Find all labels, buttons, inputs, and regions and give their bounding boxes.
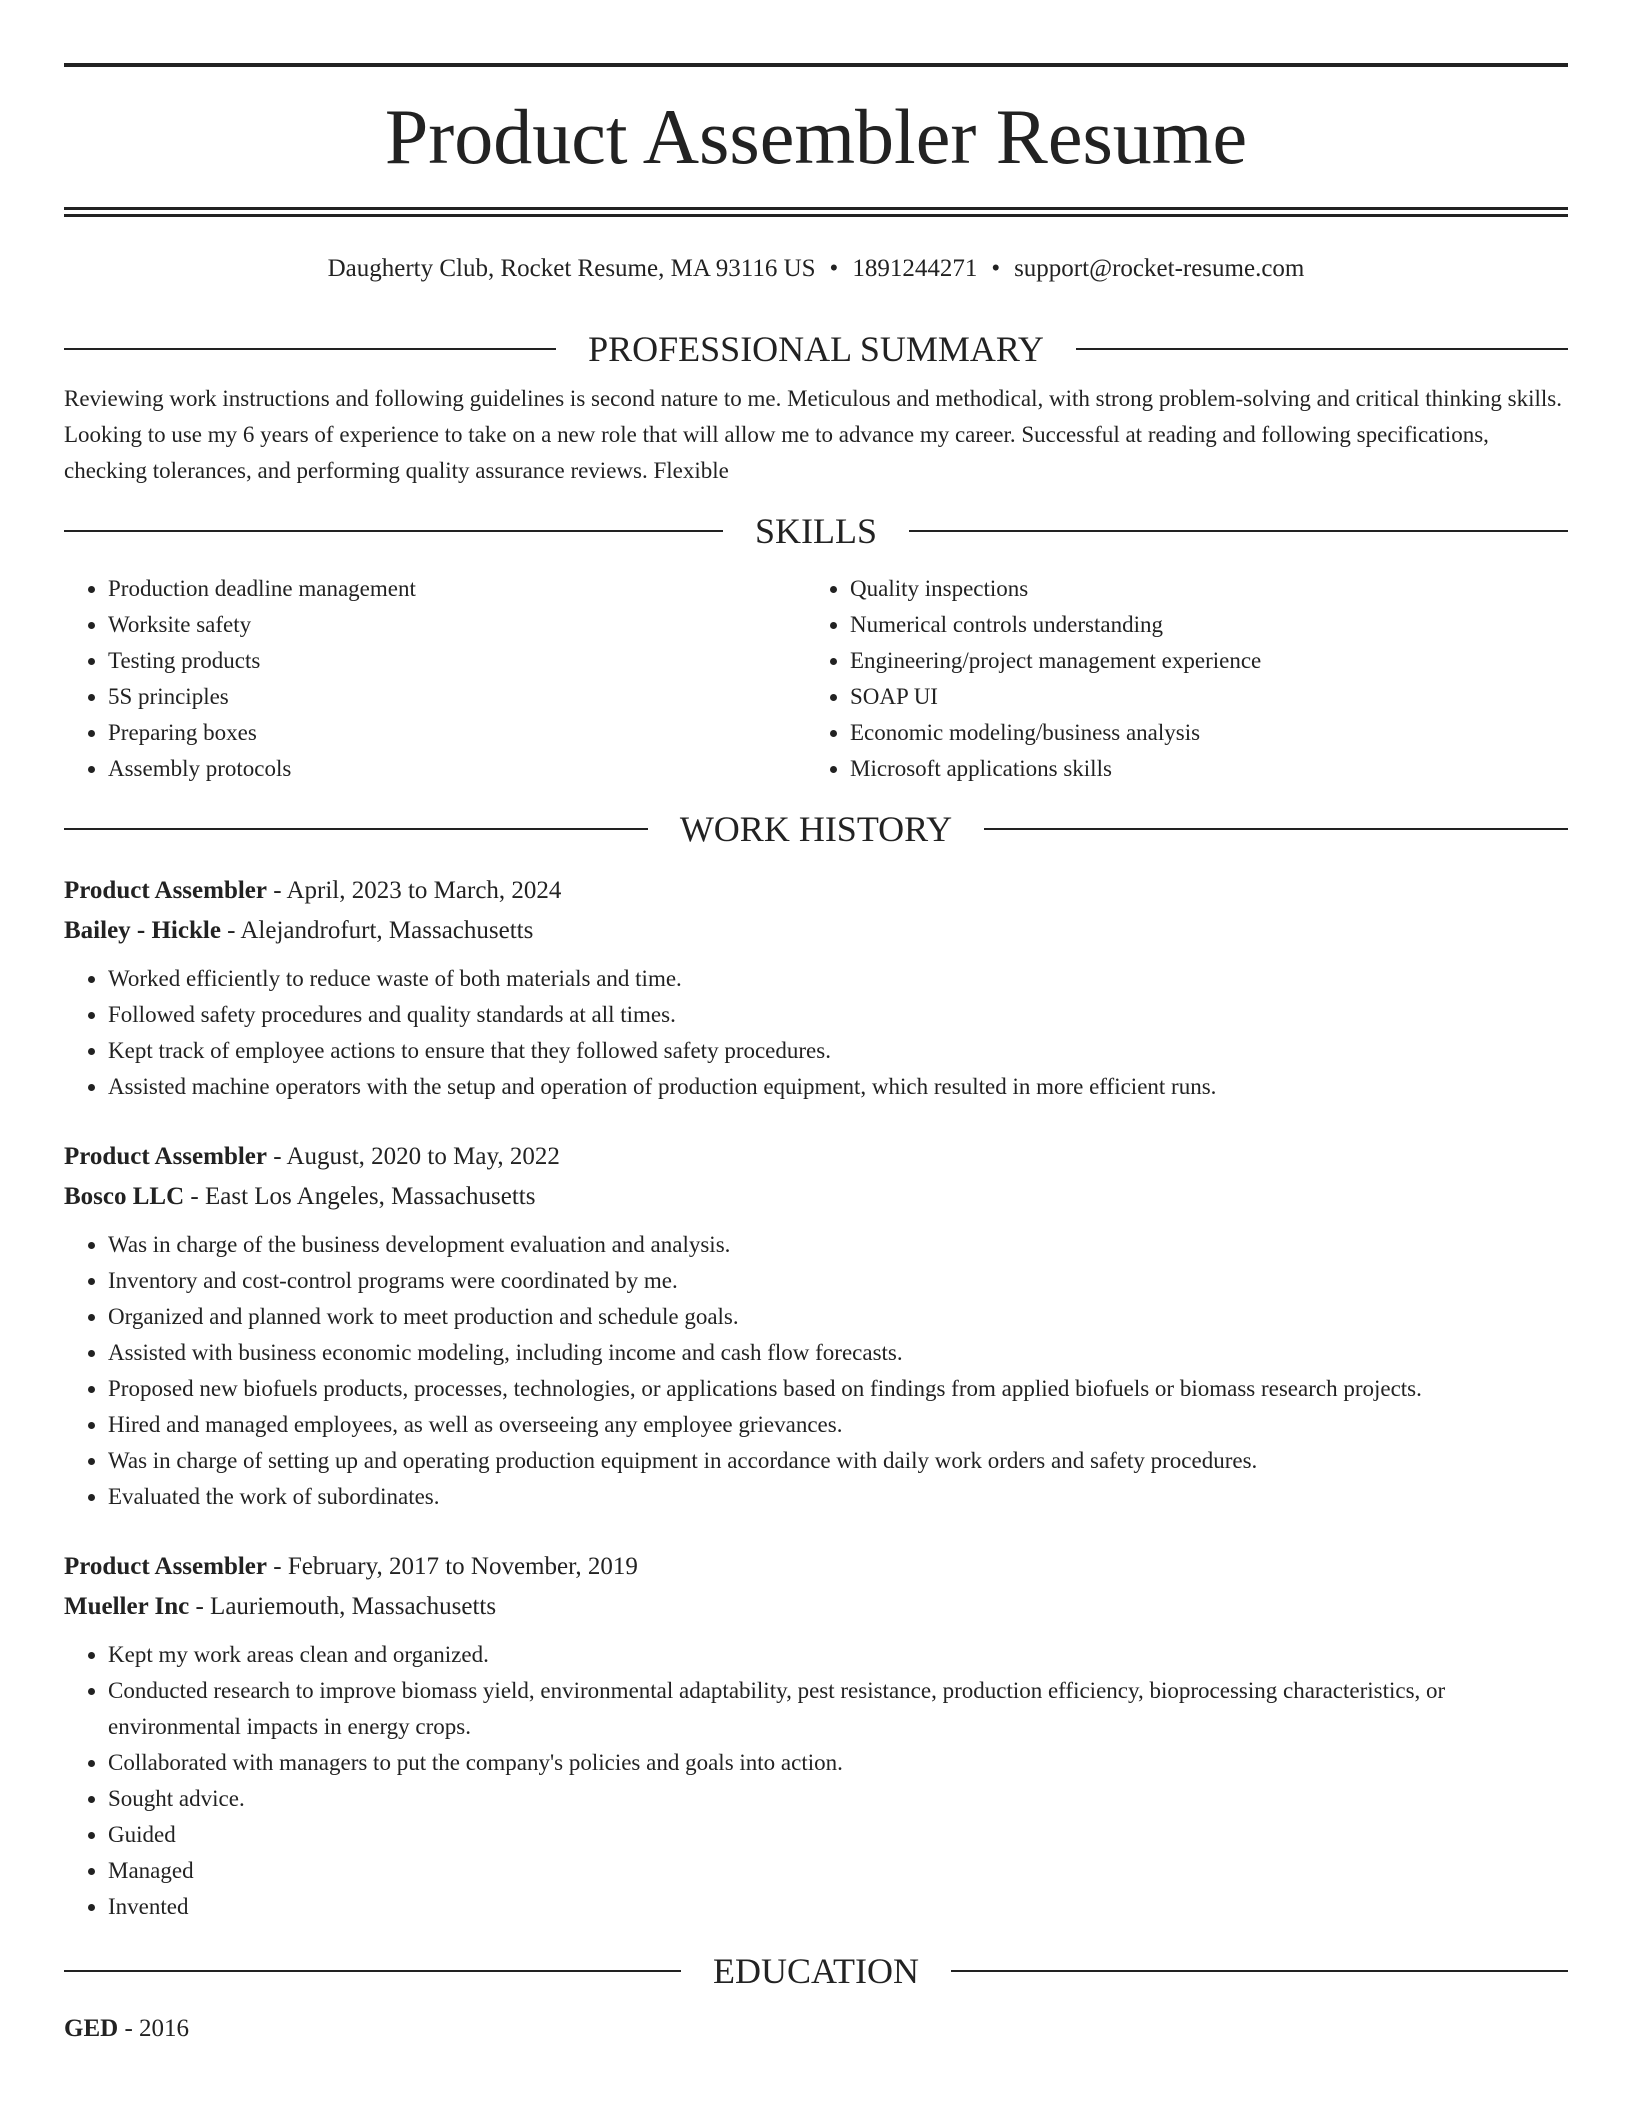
contact-email[interactable]: support@rocket-resume.com bbox=[1014, 255, 1305, 282]
contact-separator: • bbox=[991, 255, 1001, 282]
job-bullet: • Hired and managed employees, as well as overseeing any employee grievances. bbox=[108, 1407, 1568, 1443]
job-company: Mueller Inc bbox=[64, 1593, 190, 1620]
job-entry bbox=[64, 1137, 1568, 1515]
heading-rule bbox=[64, 1970, 681, 1972]
skill-item: • SOAP UI bbox=[850, 679, 1548, 715]
job-bullet: • Managed bbox=[108, 1853, 1568, 1889]
heading-rule bbox=[64, 530, 723, 532]
job-location: - Lauriemouth, Massachusetts bbox=[189, 1593, 497, 1620]
job-title: Product Assembler bbox=[64, 877, 267, 904]
job-title: Product Assembler bbox=[64, 1143, 267, 1170]
skills-list bbox=[64, 571, 1568, 787]
education-heading: EDUCATION bbox=[713, 1951, 919, 1991]
education-section-heading bbox=[64, 1951, 1568, 1991]
job-dates: - August, 2020 to May, 2022 bbox=[267, 1143, 560, 1170]
education-entry bbox=[64, 2009, 1568, 2049]
summary-text: Reviewing work instructions and following guidelines is second nature to me. Meticulous and methodical, with strong problem-solving and critical thinking skills. Looking to use my 6 years of experience to take on a new role that will allow me to advance my career. Successful at reading and following specifications, checking tolerances, and performing quality assurance reviews. Flexible bbox=[64, 386, 1562, 483]
skill-item: • 5S principles bbox=[108, 679, 806, 715]
job-bullet: • Organized and planned work to meet production and schedule goals. bbox=[108, 1299, 1568, 1335]
job-title-line bbox=[64, 1547, 1568, 1587]
contact-address: Daugherty Club, Rocket Resume, MA 93116 US bbox=[327, 255, 816, 282]
summary-heading: PROFESSIONAL SUMMARY bbox=[588, 329, 1044, 369]
job-title-line bbox=[64, 871, 1568, 911]
job-bullet: • Worked efficiently to reduce waste of both materials and time. bbox=[108, 961, 1568, 997]
heading-rule bbox=[984, 828, 1568, 830]
job-title: Product Assembler bbox=[64, 1553, 267, 1580]
job-bullet: • Guided bbox=[108, 1817, 1568, 1853]
title-double-rule bbox=[64, 207, 1568, 217]
education-degree: GED bbox=[64, 2015, 119, 2042]
job-bullet: • Collaborated with managers to put the company's policies and goals into action. bbox=[108, 1745, 1568, 1781]
job-bullet: • Kept my work areas clean and organized. bbox=[108, 1637, 1568, 1673]
job-company: Bosco LLC bbox=[64, 1183, 185, 1210]
job-bullet: • Invented bbox=[108, 1889, 1568, 1925]
work-section-heading bbox=[64, 809, 1568, 849]
skills-column-left bbox=[64, 571, 806, 787]
job-bullets bbox=[64, 961, 1568, 1105]
heading-rule bbox=[1076, 348, 1568, 350]
job-bullet: • Was in charge of the business development evaluation and analysis. bbox=[108, 1227, 1568, 1263]
job-dates: - April, 2023 to March, 2024 bbox=[267, 877, 562, 904]
heading-rule bbox=[64, 828, 648, 830]
job-company-line bbox=[64, 1587, 1568, 1627]
skill-item: • Preparing boxes bbox=[108, 715, 806, 751]
summary-section-heading bbox=[64, 329, 1568, 369]
job-bullet: • Assisted with business economic modeling, including income and cash flow forecasts. bbox=[108, 1335, 1568, 1371]
work-heading: WORK HISTORY bbox=[679, 809, 953, 849]
skill-item: • Economic modeling/business analysis bbox=[850, 715, 1548, 751]
job-bullet: • Proposed new biofuels products, processes, technologies, or applications based on findings from applied biofuels or biomass research projects. bbox=[108, 1371, 1568, 1407]
education-year: - 2016 bbox=[118, 2015, 190, 2042]
heading-rule bbox=[909, 530, 1568, 532]
job-dates: - February, 2017 to November, 2019 bbox=[267, 1553, 638, 1580]
job-bullet: • Inventory and cost-control programs were coordinated by me. bbox=[108, 1263, 1568, 1299]
job-company-line bbox=[64, 911, 1568, 951]
job-entry bbox=[64, 871, 1568, 1105]
skill-item: • Numerical controls understanding bbox=[850, 607, 1548, 643]
skill-item: • Testing products bbox=[108, 643, 806, 679]
skill-item: • Quality inspections bbox=[850, 571, 1548, 607]
job-bullets bbox=[64, 1637, 1568, 1925]
job-location: - Alejandrofurt, Massachusetts bbox=[220, 917, 534, 944]
job-bullet: • Followed safety procedures and quality standards at all times. bbox=[108, 997, 1568, 1033]
job-title-line bbox=[64, 1137, 1568, 1177]
heading-rule bbox=[64, 348, 556, 350]
job-company: Bailey - Hickle bbox=[64, 917, 221, 944]
skill-item: • Assembly protocols bbox=[108, 751, 806, 787]
contact-line bbox=[64, 253, 1568, 285]
contact-separator: • bbox=[829, 255, 839, 282]
job-bullet: • Evaluated the work of subordinates. bbox=[108, 1479, 1568, 1515]
job-bullet: • Assisted machine operators with the setup and operation of production equipment, which resulted in more efficient runs. bbox=[108, 1069, 1568, 1105]
contact-phone: 1891244271 bbox=[852, 255, 978, 282]
skill-item: • Production deadline management bbox=[108, 571, 806, 607]
job-bullet: • Conducted research to improve biomass yield, environmental adaptability, pest resistance, production efficiency, bioprocessing characteristics, or environmental impacts in energy crops. bbox=[108, 1673, 1568, 1745]
job-entry bbox=[64, 1547, 1568, 1925]
skill-item: • Microsoft applications skills bbox=[850, 751, 1548, 787]
skills-column-right bbox=[806, 571, 1548, 787]
skills-section-heading bbox=[64, 511, 1568, 551]
skill-item: • Engineering/project management experience bbox=[850, 643, 1548, 679]
heading-rule bbox=[951, 1970, 1568, 1972]
job-bullets bbox=[64, 1227, 1568, 1515]
resume-title: Product Assembler Resume bbox=[384, 93, 1248, 180]
job-bullet: • Sought advice. bbox=[108, 1781, 1568, 1817]
job-bullet: • Kept track of employee actions to ensure that they followed safety procedures. bbox=[108, 1033, 1568, 1069]
job-location: - East Los Angeles, Massachusetts bbox=[184, 1183, 536, 1210]
job-company-line bbox=[64, 1177, 1568, 1217]
resume-page bbox=[64, 63, 1568, 2049]
skills-heading: SKILLS bbox=[755, 511, 878, 551]
job-bullet: • Was in charge of setting up and operating production equipment in accordance with daily work orders and safety procedures. bbox=[108, 1443, 1568, 1479]
skill-item: • Worksite safety bbox=[108, 607, 806, 643]
